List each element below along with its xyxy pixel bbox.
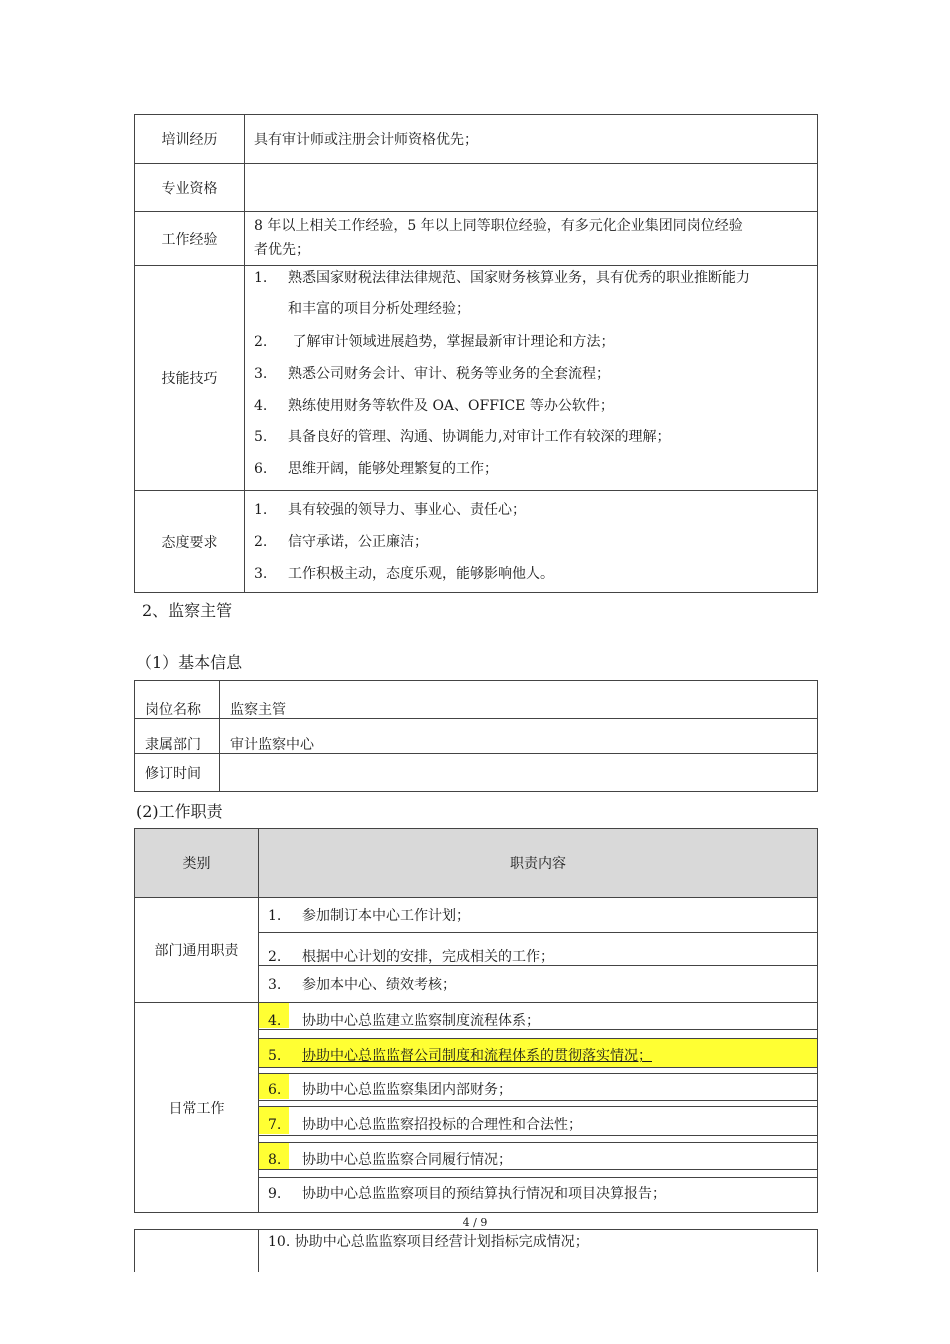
- list-item: 4. 协助中心总监建立监察制度流程体系；: [268, 1013, 540, 1029]
- list-item-cont: 和丰富的项目分析处理经验；: [288, 301, 470, 317]
- list-item: 8. 协助中心总监监察合同履行情况；: [268, 1152, 512, 1168]
- label-qualification: 专业资格: [161, 180, 218, 197]
- value-position: 监察主管: [230, 702, 286, 718]
- value-experience-line1: 8 年以上相关工作经验，5 年以上同等职位经验，有多元化企业集团同岗位经验: [254, 218, 743, 234]
- list-item: 3. 熟悉公司财务会计、审计、税务等业务的全套流程；: [254, 366, 610, 382]
- list-item: 1. 熟悉国家财税法律法律规范、国家财务核算业务，具有优秀的职业推断能力: [254, 270, 750, 286]
- label-skills: 技能技巧: [161, 371, 218, 387]
- list-item: 6. 协助中心总监监察集团内部财务；: [268, 1082, 512, 1098]
- list-item: 1. 具有较强的领导力、事业心、责任心；: [254, 502, 526, 518]
- page-number: 4 / 9: [462, 1216, 488, 1229]
- label-department: 隶属部门: [145, 737, 201, 753]
- header-category: 类别: [182, 856, 211, 872]
- subsection-basic-info: （1）基本信息: [136, 653, 243, 672]
- list-item: 1. 参加制订本中心工作计划；: [268, 908, 470, 924]
- list-item: 5. 具备良好的管理、沟通、协调能力,对审计工作有较深的理解；: [254, 429, 671, 445]
- list-item: 5. 协助中心总监监督公司制度和流程体系的贯彻落实情况；: [268, 1048, 652, 1064]
- list-item: 3. 工作积极主动，态度乐观，能够影响他人。: [254, 566, 554, 582]
- label-training: 培训经历: [161, 132, 218, 148]
- value-experience-line2: 者优先；: [254, 242, 310, 258]
- list-item: 10. 协助中心总监监察项目经营计划指标完成情况；: [268, 1234, 589, 1250]
- list-item: 6. 思维开阔，能够处理繁复的工作；: [254, 461, 498, 477]
- label-position: 岗位名称: [145, 702, 201, 718]
- value-department: 审计监察中心: [230, 737, 314, 753]
- list-item: 4. 熟练使用财务等软件及 OA、OFFICE 等办公软件；: [254, 398, 614, 414]
- subsection-duties: (2)工作职责: [136, 802, 223, 821]
- label-daily-work: 日常工作: [168, 1100, 225, 1117]
- label-general-duties: 部门通用职责: [154, 943, 239, 959]
- list-item: 9. 协助中心总监监察项目的预结算执行情况和项目决算报告；: [268, 1186, 666, 1202]
- value-training: 具有审计师或注册会计师资格优先；: [254, 132, 478, 148]
- list-item: 2. 根据中心计划的安排，完成相关的工作；: [268, 949, 554, 965]
- section-title: 2、监察主管: [142, 601, 233, 620]
- list-item: 3. 参加本中心、绩效考核；: [268, 977, 456, 993]
- list-item: 2. 信守承诺，公正廉洁；: [254, 534, 428, 550]
- list-item: 2. 了解审计领域进展趋势，掌握最新审计理论和方法；: [254, 334, 615, 350]
- label-experience: 工作经验: [161, 231, 218, 248]
- label-attitude: 态度要求: [161, 534, 218, 551]
- label-revision-date: 修订时间: [145, 766, 201, 782]
- header-duty-content: 职责内容: [510, 856, 566, 872]
- list-item: 7. 协助中心总监监察招投标的合理性和合法性；: [268, 1117, 582, 1133]
